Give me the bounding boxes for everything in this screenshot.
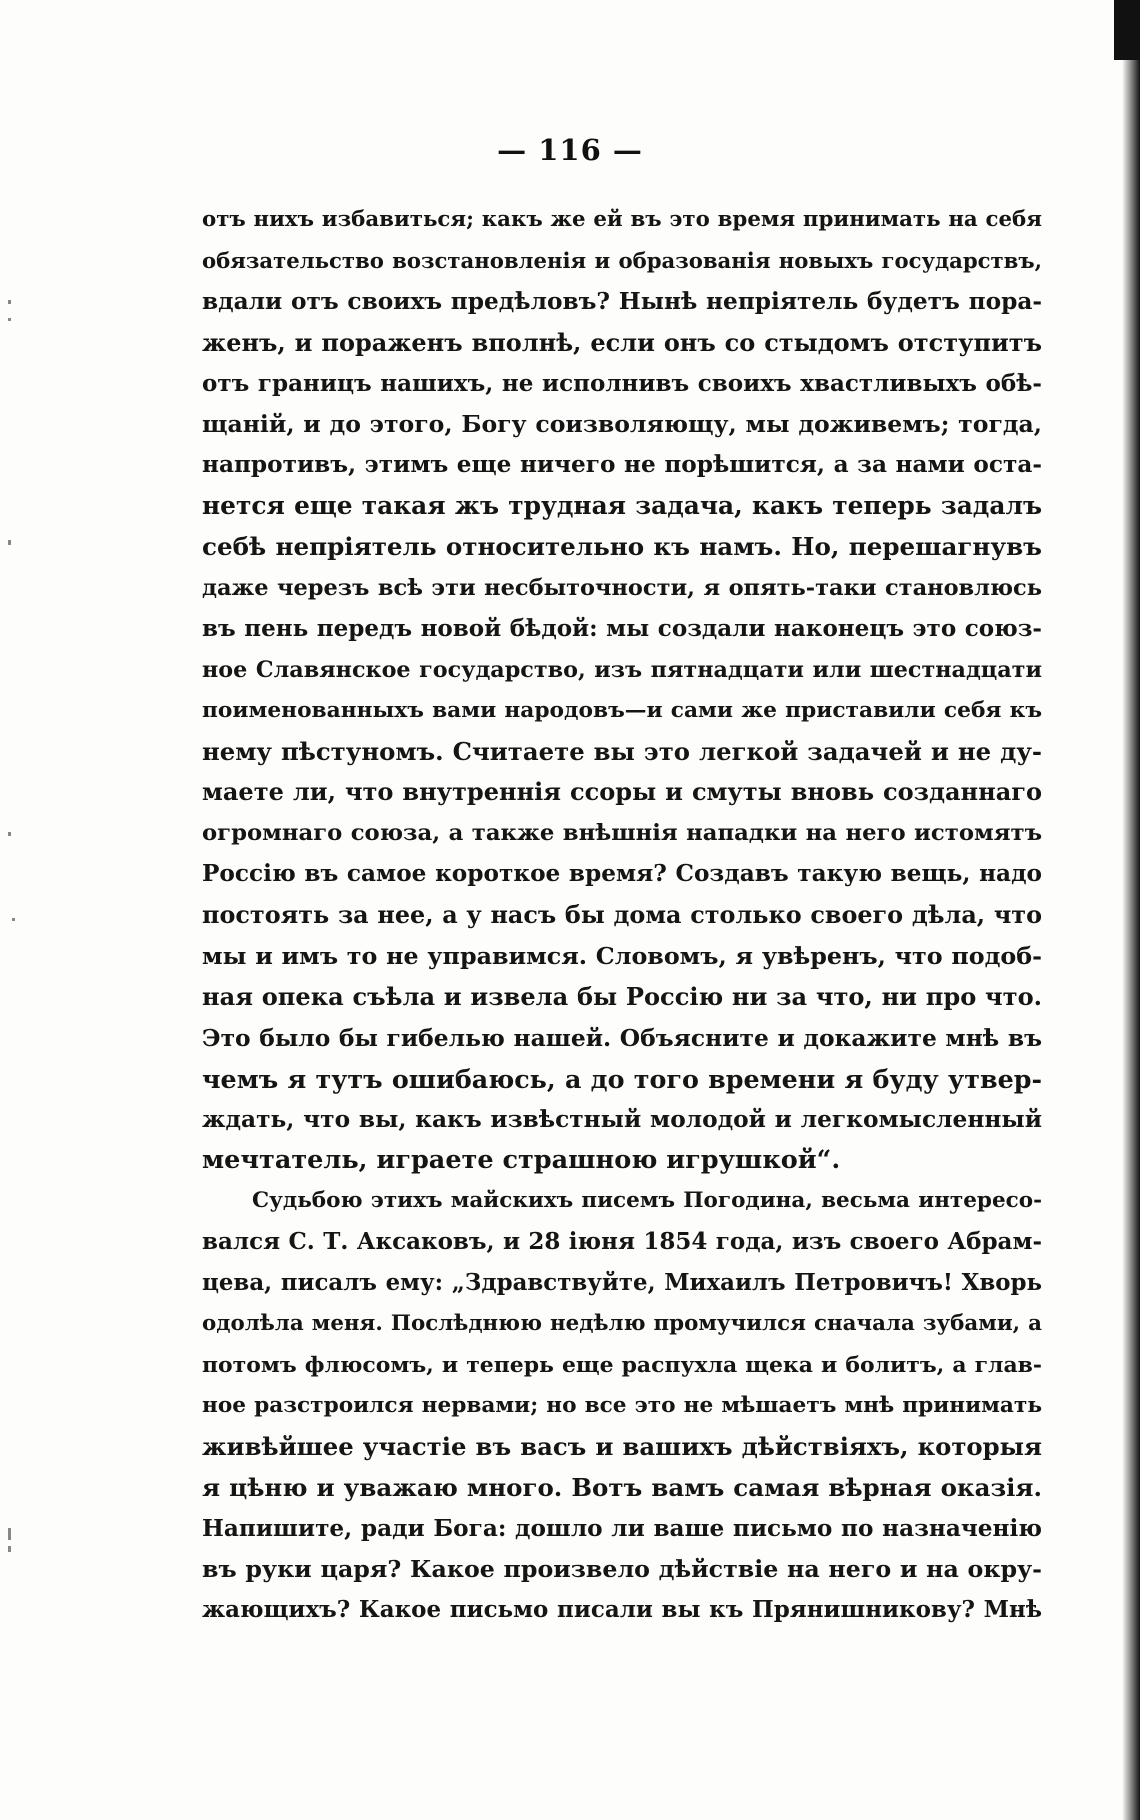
text-line: потомъ флюсомъ, и теперь еще распухла щека и болитъ, а глав- bbox=[202, 1351, 1042, 1378]
text-line: я цѣню и уважаю много. Вотъ вамъ самая вѣрная оказія. bbox=[202, 1472, 1042, 1502]
text-line: отъ нихъ избавиться; какъ же ей въ это время принимать на себя bbox=[202, 207, 1042, 232]
text-line: себѣ непріятель относительно къ намъ. Но, перешагнувъ bbox=[202, 532, 1042, 562]
text-line: чемъ я тутъ ошибаюсь, а до того времени я буду утвер- bbox=[202, 1063, 1042, 1094]
page-number: — 116 — bbox=[497, 133, 643, 167]
text-line: вался С. Т. Аксаковъ, и 28 іюня 1854 года, изъ своего Абрам- bbox=[202, 1228, 1042, 1256]
text-line: цева, писалъ ему: „Здравствуйте, Михаилъ Петровичъ! Хворь bbox=[202, 1270, 1042, 1297]
text-line: въ пень передъ новой бѣдой: мы создали наконецъ это союз- bbox=[202, 614, 1042, 642]
text-line: ная опека съѣла и извела бы Россію ни за что, ни про что. bbox=[202, 981, 1042, 1011]
text-line: постоять за нее, а у насъ бы дома столько своего дѣла, что bbox=[202, 901, 1042, 930]
text-line: даже черезъ всѣ эти несбыточности, я опять-таки становлюсь bbox=[202, 575, 1042, 602]
body-text bbox=[202, 200, 1042, 1631]
text-line: нется еще такая жъ трудная задача, какъ теперь задалъ bbox=[202, 491, 1042, 521]
page-edge-marks bbox=[8, 0, 20, 1820]
text-line: ное Славянское государство, изъ пятнадцати или шестнадцати bbox=[202, 656, 1042, 683]
text-line: поименованныхъ вами народовъ—и сами же приставили себя къ bbox=[202, 697, 1042, 723]
binding-shadow-top bbox=[1114, 0, 1140, 60]
text-line: Россію въ самое короткое время? Создавъ такую вещь, надо bbox=[202, 860, 1042, 888]
text-line: жающихъ? Какое письмо писали вы къ Прянишникову? Мнѣ bbox=[202, 1596, 1042, 1624]
binding-shadow bbox=[1122, 0, 1140, 1820]
text-line: напротивъ, этимъ еще ничего не порѣшится, а за нами оста- bbox=[202, 451, 1042, 479]
text-line: живѣйшее участіе въ васъ и вашихъ дѣйствіяхъ, которыя bbox=[202, 1431, 1042, 1461]
text-line: ное разстроился нервами; но все это не мѣшаетъ мнѣ принимать bbox=[202, 1392, 1042, 1418]
text-line: отъ границъ нашихъ, не исполнивъ своихъ хвастливыхъ обѣ- bbox=[202, 369, 1042, 397]
text-line: въ руки царя? Какое произвело дѣйствіе на него и на окру- bbox=[202, 1555, 1042, 1584]
text-line: мечтатель, играете страшною игрушкой“. bbox=[202, 1145, 841, 1176]
text-line: маете ли, что внутреннія ссоры и смуты вновь созданнаго bbox=[202, 777, 1042, 807]
text-line: щаній, и до этого, Богу соизволяющу, мы доживемъ; тогда, bbox=[202, 410, 1042, 439]
text-line: вдали отъ своихъ предѣловъ? Нынѣ непріятель будетъ пора- bbox=[202, 287, 1042, 315]
paragraph-2 bbox=[202, 1181, 1042, 1631]
text-line: обязательство возстановленія и образованія новыхъ государствъ, bbox=[202, 247, 1042, 273]
text-line: одолѣла меня. Послѣднюю недѣлю промучился сначала зубами, а bbox=[202, 1311, 1042, 1337]
text-line: Судьбою этихъ майскихъ писемъ Погодина, весьма интересо- bbox=[252, 1188, 1042, 1214]
text-line: огромнаго союза, а также внѣшнія нападки на него истомятъ bbox=[202, 820, 1042, 847]
paragraph-1 bbox=[202, 200, 1042, 1181]
text-line: Это было бы гибелью нашей. Объясните и докажите мнѣ въ bbox=[202, 1023, 1042, 1052]
text-line: мы и имъ то не управимся. Словомъ, я увѣренъ, что подоб- bbox=[202, 942, 1042, 971]
text-line: нему пѣстуномъ. Считаете вы это легкой задачей и не ду- bbox=[202, 736, 1042, 766]
text-line: Напишите, ради Бога: дошло ли ваше письмо по назначенію bbox=[202, 1514, 1042, 1542]
text-line: женъ, и пораженъ вполнѣ, если онъ со стыдомъ отступитъ bbox=[202, 327, 1042, 357]
text-line: ждать, что вы, какъ извѣстный молодой и легкомысленный bbox=[202, 1105, 1042, 1133]
